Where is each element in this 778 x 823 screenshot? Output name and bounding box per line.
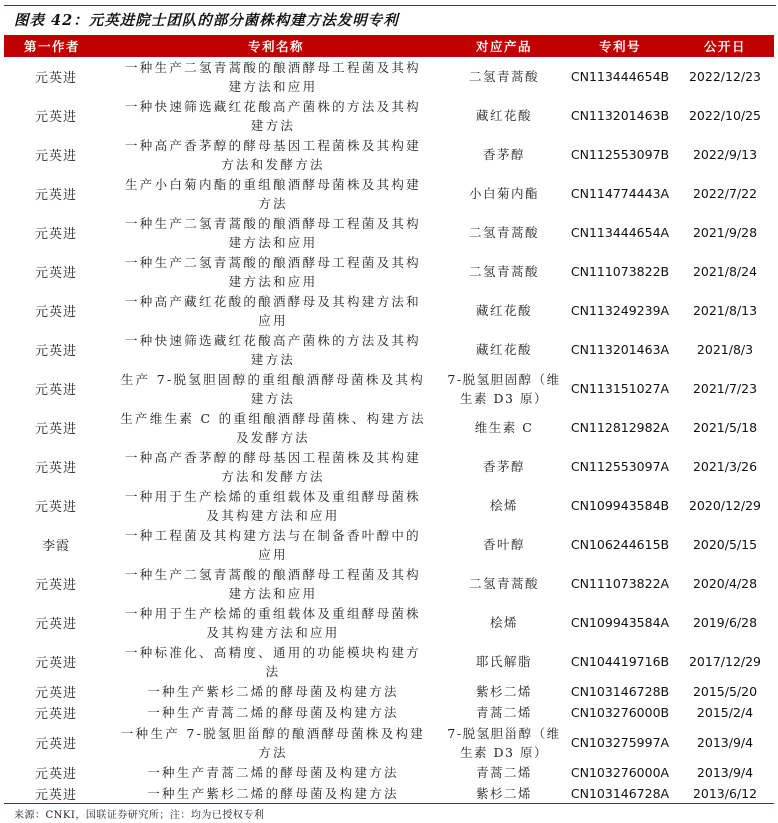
cell-author: 元英进	[34, 737, 77, 752]
cell-product: 紫杉二烯	[475, 684, 532, 699]
cell-patent-no: CN104419716B	[570, 654, 670, 669]
cell-product: 二氢青蒿酸	[468, 69, 539, 84]
cell-date: 2022/10/25	[688, 108, 762, 123]
cell-title: 一种高产香茅醇的酵母基因工程菌株及其构建方法和发酵方法	[124, 137, 421, 172]
cell-patent-no: CN106244615B	[570, 537, 670, 552]
table-row	[4, 762, 774, 783]
cell-patent-no: CN103275997A	[570, 735, 670, 750]
cell-title: 一种生产紫杉二烯的酵母菌及构建方法	[147, 786, 399, 801]
cell-product: 香叶醇	[482, 537, 525, 552]
cell-date: 2015/2/4	[696, 705, 754, 720]
cell-author: 元英进	[34, 461, 77, 476]
cell-patent-no: CN111073822B	[570, 264, 670, 279]
table-row	[4, 174, 774, 213]
cell-author: 元英进	[34, 71, 77, 86]
cell-title: 一种生产 7-脱氢胆甾醇的酿酒酵母菌株及构建方法	[120, 725, 426, 760]
cell-product: 二氢青蒿酸	[468, 576, 539, 591]
cell-patent-no: CN112812982A	[570, 420, 670, 435]
table-row	[4, 252, 774, 291]
cell-title: 一种生产青蒿二烯的酵母菌及构建方法	[147, 705, 399, 720]
cell-product: 7-脱氢胆固醇（维生素 D3 原）	[447, 371, 561, 406]
cell-author: 元英进	[34, 422, 77, 437]
cell-patent-no: CN114774443A	[570, 186, 670, 201]
cell-title: 一种生产二氢青蒿酸的酿酒酵母工程菌及其构建方法和应用	[124, 566, 421, 601]
cell-product: 香茅醇	[482, 459, 525, 474]
cell-patent-no: CN103276000A	[570, 765, 670, 780]
cell-product: 维生素 C	[474, 420, 534, 435]
table-row	[4, 213, 774, 252]
cell-product: 7-脱氢胆甾醇（维生素 D3 原）	[447, 725, 561, 760]
cell-title: 一种生产二氢青蒿酸的酿酒酵母工程菌及其构建方法和应用	[124, 59, 421, 94]
cell-product: 藏红花酸	[475, 342, 532, 357]
cell-author: 元英进	[34, 344, 77, 359]
bottom-rule	[4, 803, 774, 804]
cell-date: 2022/12/23	[688, 69, 762, 84]
cell-product: 青蒿二烯	[475, 705, 532, 720]
cell-product: 藏红花酸	[475, 303, 532, 318]
cell-date: 2021/3/26	[692, 459, 758, 474]
cell-patent-no: CN113201463A	[570, 342, 670, 357]
cell-title: 生产小白菊内酯的重组酿酒酵母菌株及其构建方法	[124, 176, 421, 211]
cell-author: 元英进	[34, 656, 77, 671]
cell-product: 二氢青蒿酸	[468, 225, 539, 240]
cell-author: 李霞	[41, 539, 70, 554]
cell-product: 香茅醇	[482, 147, 525, 162]
cell-patent-no: CN113444654A	[570, 225, 670, 240]
cell-date: 2021/8/13	[692, 303, 758, 318]
cell-patent-no: CN113444654B	[570, 69, 670, 84]
header-author: 第一作者	[24, 39, 81, 54]
cell-title: 一种用于生产桧烯的重组载体及重组酵母菌株及其构建方法和应用	[124, 605, 421, 640]
header-product: 对应产品	[475, 39, 532, 54]
cell-author: 元英进	[34, 305, 77, 320]
cell-author: 元英进	[34, 578, 77, 593]
source-note: 来源：CNKI，国联证券研究所；注：均为已授权专利	[14, 810, 265, 821]
cell-patent-no: CN103276000B	[570, 705, 670, 720]
table-row	[4, 681, 774, 702]
cell-title: 一种生产二氢青蒿酸的酿酒酵母工程菌及其构建方法和应用	[124, 215, 421, 250]
table-row	[4, 783, 774, 804]
cell-product: 小白菊内酯	[468, 186, 539, 201]
header-date: 公开日	[703, 39, 746, 54]
table-row	[4, 57, 774, 96]
cell-title: 一种高产藏红花酸的酿酒酵母及其构建方法和应用	[124, 293, 421, 328]
cell-patent-no: CN112553097A	[570, 459, 670, 474]
cell-patent-no: CN109943584B	[570, 498, 670, 513]
table-row	[4, 447, 774, 486]
table-row	[4, 330, 774, 369]
cell-date: 2015/5/20	[692, 684, 758, 699]
cell-title: 一种快速筛选藏红花酸高产菌株的方法及其构建方法	[124, 332, 421, 367]
cell-author: 元英进	[34, 767, 77, 782]
cell-date: 2022/9/13	[692, 147, 758, 162]
cell-date: 2021/8/3	[696, 342, 754, 357]
cell-patent-no: CN113151027A	[570, 381, 670, 396]
cell-title: 一种生产青蒿二烯的酵母菌及构建方法	[147, 765, 399, 780]
cell-author: 元英进	[34, 266, 77, 281]
cell-date: 2021/9/28	[692, 225, 758, 240]
cell-product: 二氢青蒿酸	[468, 264, 539, 279]
cell-product: 青蒿二烯	[475, 765, 532, 780]
table-row	[4, 702, 774, 723]
cell-author: 元英进	[34, 188, 77, 203]
cell-date: 2020/4/28	[692, 576, 758, 591]
table-row	[4, 642, 774, 681]
cell-date: 2013/9/4	[696, 735, 754, 750]
cell-date: 2021/7/23	[692, 381, 758, 396]
table-row	[4, 408, 774, 447]
cell-product: 紫杉二烯	[475, 786, 532, 801]
cell-patent-no: CN113201463B	[570, 108, 670, 123]
top-rule	[4, 5, 776, 6]
table-row	[4, 369, 774, 408]
cell-product: 桧烯	[489, 615, 518, 630]
cell-author: 元英进	[34, 227, 77, 242]
cell-title: 生产 7-脱氢胆固醇的重组酿酒酵母菌株及其构建方法	[120, 371, 426, 406]
cell-author: 元英进	[34, 149, 77, 164]
cell-patent-no: CN113249239A	[570, 303, 670, 318]
cell-title: 一种标准化、高精度、通用的功能模块构建方法	[124, 644, 421, 679]
patent-table	[4, 35, 774, 804]
table-row	[4, 564, 774, 603]
table-row	[4, 96, 774, 135]
cell-product: 桧烯	[489, 498, 518, 513]
cell-title: 一种用于生产桧烯的重组载体及重组酵母菌株及其构建方法和应用	[124, 488, 421, 523]
cell-author: 元英进	[34, 500, 77, 515]
table-row	[4, 723, 774, 762]
cell-title: 一种生产紫杉二烯的酵母菌及构建方法	[147, 684, 399, 699]
cell-patent-no: CN103146728B	[570, 684, 670, 699]
table-header-row	[4, 35, 774, 57]
table-row	[4, 291, 774, 330]
cell-date: 2020/12/29	[688, 498, 762, 513]
cell-author: 元英进	[34, 686, 77, 701]
table-row	[4, 486, 774, 525]
cell-patent-no: CN111073822A	[570, 576, 670, 591]
cell-date: 2022/7/22	[692, 186, 758, 201]
header-patent-no: 专利号	[598, 39, 641, 54]
cell-patent-no: CN103146728A	[570, 786, 670, 801]
cell-author: 元英进	[34, 707, 77, 722]
cell-title: 一种快速筛选藏红花酸高产菌株的方法及其构建方法	[124, 98, 421, 133]
cell-author: 元英进	[34, 617, 77, 632]
cell-author: 元英进	[34, 110, 77, 125]
cell-date: 2017/12/29	[688, 654, 762, 669]
cell-date: 2013/9/4	[696, 765, 754, 780]
cell-date: 2013/6/12	[692, 786, 758, 801]
cell-date: 2020/5/15	[692, 537, 758, 552]
cell-title: 一种工程菌及其构建方法与在制备香叶醇中的应用	[124, 527, 421, 562]
cell-author: 元英进	[34, 383, 77, 398]
cell-product: 耶氏解脂	[475, 654, 532, 669]
cell-title: 一种生产二氢青蒿酸的酿酒酵母工程菌及其构建方法和应用	[124, 254, 421, 289]
cell-date: 2021/5/18	[692, 420, 758, 435]
table-row	[4, 135, 774, 174]
table-row	[4, 603, 774, 642]
cell-title: 一种高产香茅醇的酵母基因工程菌株及其构建方法和发酵方法	[124, 449, 421, 484]
cell-title: 生产维生素 C 的重组酿酒酵母菌株、构建方法及发酵方法	[120, 410, 426, 445]
cell-patent-no: CN112553097B	[570, 147, 670, 162]
figure-title: 图表 42：元英进院士团队的部分菌株构建方法发明专利	[14, 12, 399, 29]
table-row	[4, 525, 774, 564]
cell-date: 2021/8/24	[692, 264, 758, 279]
cell-date: 2019/6/28	[692, 615, 758, 630]
header-title: 专利名称	[247, 39, 304, 54]
cell-patent-no: CN109943584A	[570, 615, 670, 630]
cell-product: 藏红花酸	[475, 108, 532, 123]
cell-author: 元英进	[34, 788, 77, 803]
